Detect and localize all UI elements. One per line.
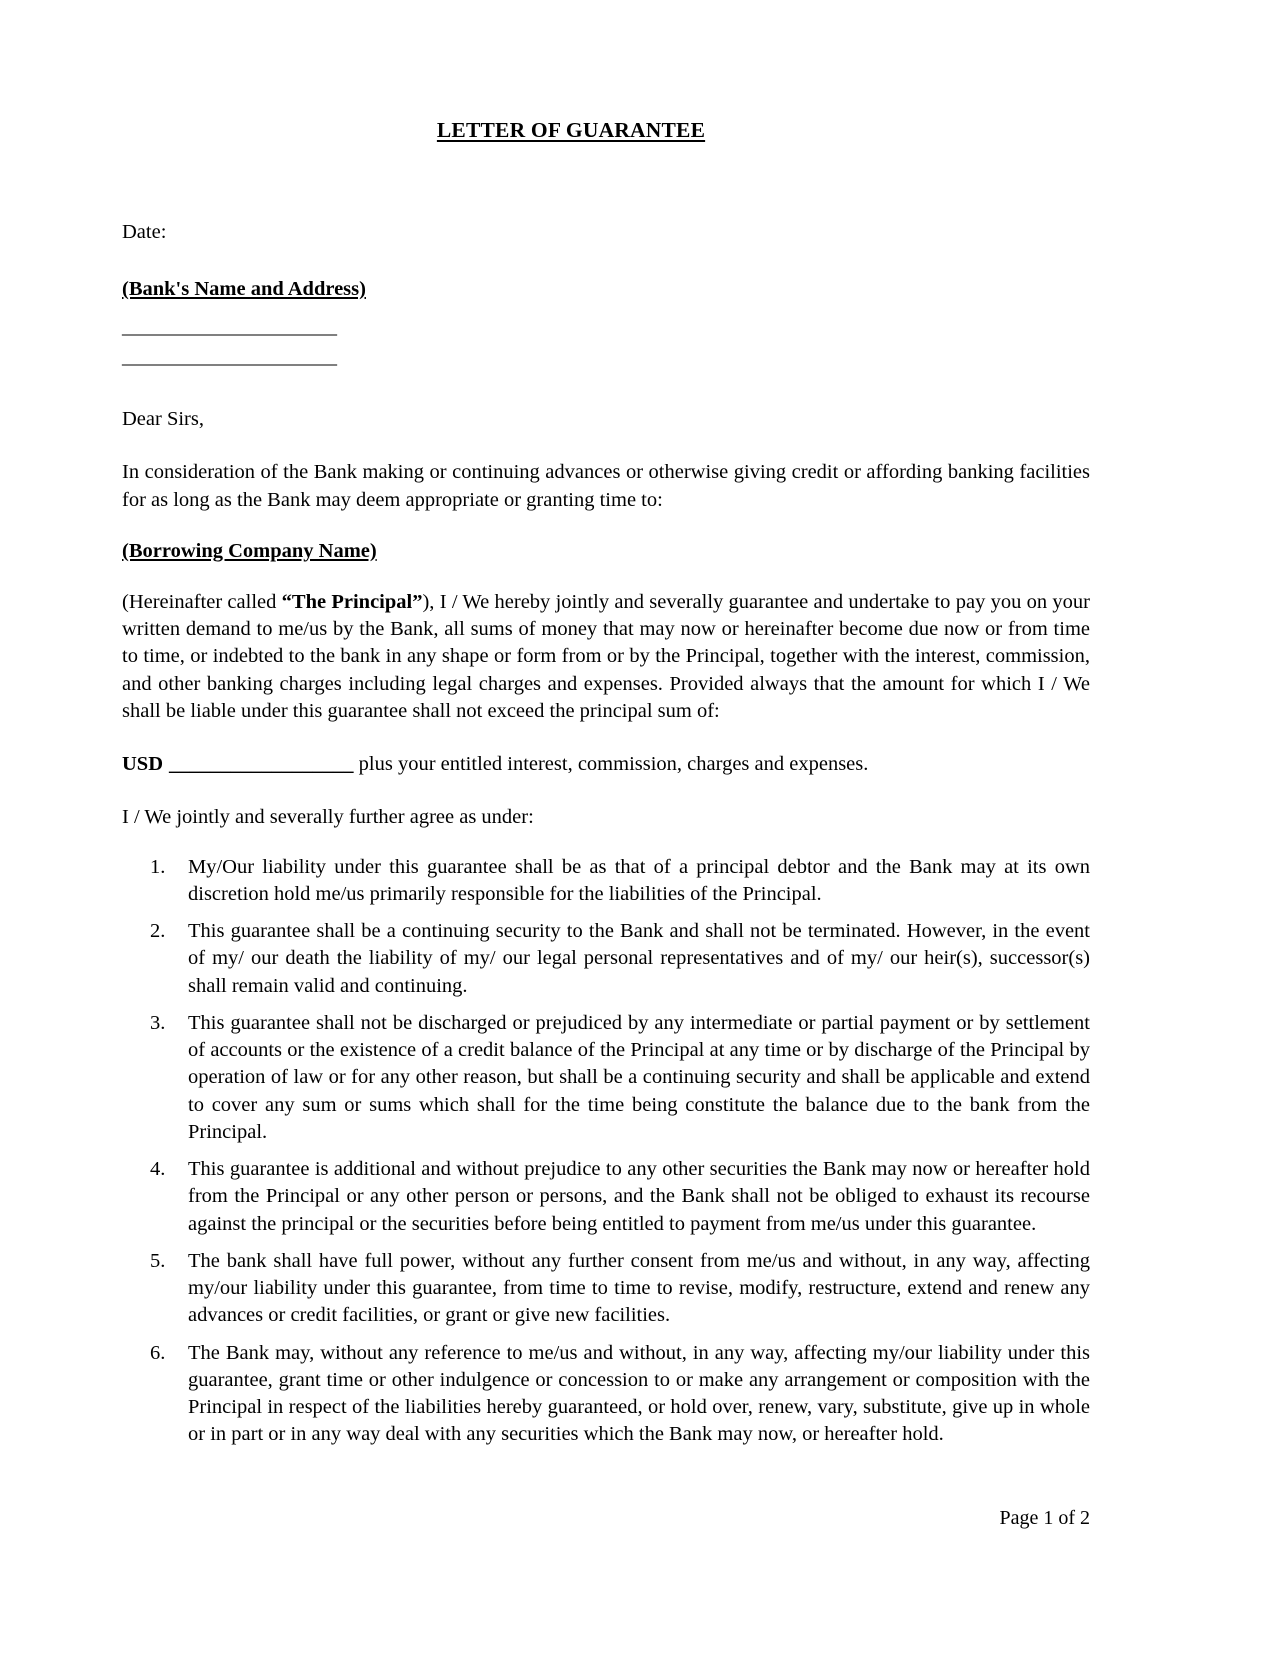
intro-paragraph: In consideration of the Bank making or continuing advances or otherwise giving credit or affording banking facilities for as long as the Bank may deem appropriate or granting time to: — [122, 461, 1090, 511]
principal-paragraph-prefix: (Hereinafter called — [122, 590, 282, 613]
list-item: My/Our liability under this guarantee shall be as that of a principal debtor and the Bank may at its own discretion hold me/us primarily responsible for the liabilities of the Principal. — [188, 855, 1090, 905]
principal-term: “The Principal” — [281, 590, 423, 613]
spacer — [122, 778, 1090, 804]
bank-blank-line-1: ______________________ — [122, 316, 337, 338]
page-footer: Page 1 of 2 — [999, 1507, 1090, 1529]
bank-name-address-heading-row — [122, 278, 1090, 301]
list-item: The Bank may, without any reference to me/us and without, in any way, affecting my/our liability under this guarantee, grant time or other indulgence or concession to or make any arrangement or composition with the Principal in respect of the liabilities hereby guaranteed, or hold over, renew, vary, substitute, give up in whole or in part or in any way deal with any securities which the Bank may now, or hereafter hold. — [188, 1341, 1090, 1446]
usd-blank-field: __________________ — [169, 753, 354, 776]
date-label: Date: — [122, 221, 167, 243]
bank-blank-line-2: ______________________ — [122, 345, 337, 368]
usd-suffix-text: plus your entitled interest, commission, charges and expenses. — [353, 753, 869, 776]
spacer — [122, 514, 1090, 540]
spacer — [122, 832, 1090, 854]
page-title-text: LETTER OF GUARANTEE — [436, 118, 706, 142]
usd-label: USD — [122, 753, 164, 776]
agree-intro-line: I / We jointly and severally further agree as under: — [122, 806, 534, 829]
usd-amount-line — [122, 751, 1090, 778]
spacer — [122, 143, 1090, 221]
list-item: This guarantee shall not be discharged or prejudiced by any intermediate or partial payment or by settlement of accounts or the existence of a credit balance of the Principal at any time or by discharge of the Principal by operation of law or for any other reason, but shall be a continuing security and shall be applicable and extend to cover any sum or sums which shall for the time being constitute the balance due to the bank from the Principal. — [188, 1011, 1090, 1143]
spacer — [122, 301, 1090, 313]
bank-name-address-heading: (Bank's Name and Address) — [122, 278, 366, 300]
spacer — [122, 725, 1090, 751]
principal-paragraph — [122, 589, 1090, 725]
salutation: Dear Sirs, — [122, 408, 204, 431]
list-item: This guarantee shall be a continuing security to the Bank and shall not be terminated. However, in the event of my/ our death the liability of my/ our legal personal representatives and of my/ our heir(s), successor(s) shall remain valid and continuing. — [188, 920, 1090, 997]
spacer — [122, 372, 1090, 406]
terms-list — [122, 854, 1090, 1449]
principal-paragraph-suffix: ), I / We hereby jointly and severally guarantee and undertake to pay you on your written demand to me/us by the Bank, all sums of money that may now or hereinafter become due now or from time to time, or indebted to the bank in any shape or form from or by the Principal, together with the interest, commission, and other banking charges including legal charges and expenses. Provided always that the amount for which I / We shall be liable under this guarantee shall not exceed the principal sum of: — [122, 590, 1090, 722]
list-item: The bank shall have full power, without any further consent from me/us and without, in any way, affecting my/our liability under this guarantee, from time to time to revise, modify, restructure, extend and renew any advances or credit facilities, or grant or give new facilities. — [188, 1249, 1090, 1327]
borrowing-company-heading: (Borrowing Company Name) — [122, 539, 377, 562]
spacer — [122, 433, 1090, 459]
spacer — [122, 563, 1090, 589]
borrower-heading-row — [122, 540, 1090, 563]
spacer — [122, 244, 1090, 278]
list-item: This guarantee is additional and without prejudice to any other securities the Bank may now or hereafter hold from the Principal or any other person or persons, and the Bank shall not be obliged to exhaust its recourse against the principal or the securities before being entitled to payment from me/us under this guarantee. — [188, 1158, 1090, 1235]
page-title — [122, 118, 1090, 143]
